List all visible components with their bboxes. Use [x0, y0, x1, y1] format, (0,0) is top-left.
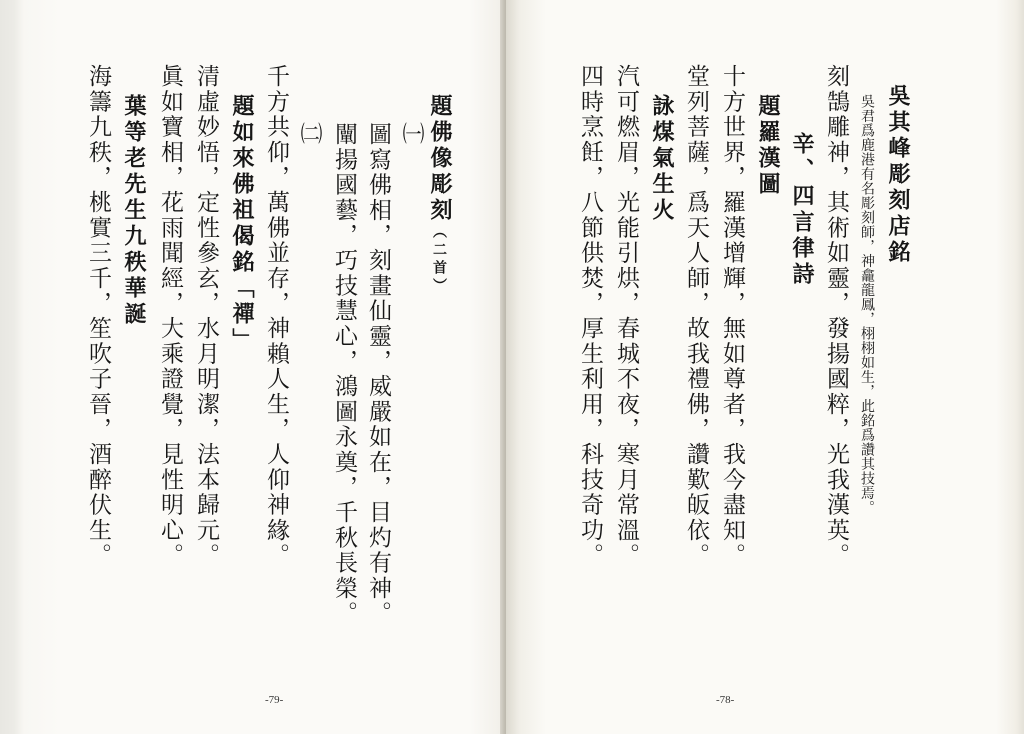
poem-line: 十方世界，羅漢增輝，無如尊者，我今盡知。 [719, 64, 745, 568]
right-page [506, 0, 1024, 734]
poem-line: 清虛妙悟，定性參玄，水月明潔，法本歸元。 [193, 64, 219, 568]
poem-line: 堂列菩薩，爲天人師，故我禮佛，讚歎皈依。 [683, 64, 709, 568]
poem-title: 題羅漢圖 [755, 94, 780, 198]
left-poem-title [428, 94, 450, 296]
poem-title: 題如來佛祖偈銘「禪」 [229, 94, 254, 354]
poem-line: 千方共仰，萬佛並存，神賴人生，人仰神緣。 [263, 64, 289, 568]
page-number-left: -79- [265, 694, 284, 706]
poem-title: 葉等老先生九秩華誕 [121, 94, 146, 328]
poem-line: 眞如寶相，花雨聞經，大乘證覺，見性明心。 [157, 64, 183, 568]
poem-marker-2: ㈡ [297, 122, 322, 146]
poem-marker-1: ㈠ [399, 122, 424, 146]
poem-line: 刻鵠雕神，其術如靈，發揚國粹，光我漢英。 [823, 64, 849, 568]
page-number-right: -78- [716, 694, 735, 706]
left-page [0, 0, 506, 734]
poem-title: 詠煤氣生火 [649, 94, 674, 224]
poem-line: 圖寫佛相，刻畫仙靈，威嚴如在，目灼有神。 [365, 122, 391, 626]
poem-note: 吳君爲鹿港有名彫刻師，神龕龍鳳，栩栩如生，此銘爲讚其技焉。 [859, 94, 875, 515]
poem-line: 汽可燃眉，光能引烘，春城不夜，寒月常溫。 [613, 64, 639, 568]
left-poem-title-text: 題佛像彫刻 [427, 94, 452, 224]
poem-line: 闡揚國藝，巧技慧心，鴻圖永奠，千秋長榮。 [331, 122, 357, 626]
poem-line: 海籌九秩，桃實三千，笙吹子晉，酒醉伏生。 [85, 64, 111, 568]
left-poem-title-note: （二首） [431, 224, 447, 296]
right-poem-title: 吳其峰彫刻店銘 [885, 84, 910, 266]
poem-line: 四時烹飪，八節供焚，厚生利用，科技奇功。 [577, 64, 603, 568]
section-heading: 辛、四言律詩 [789, 132, 814, 288]
